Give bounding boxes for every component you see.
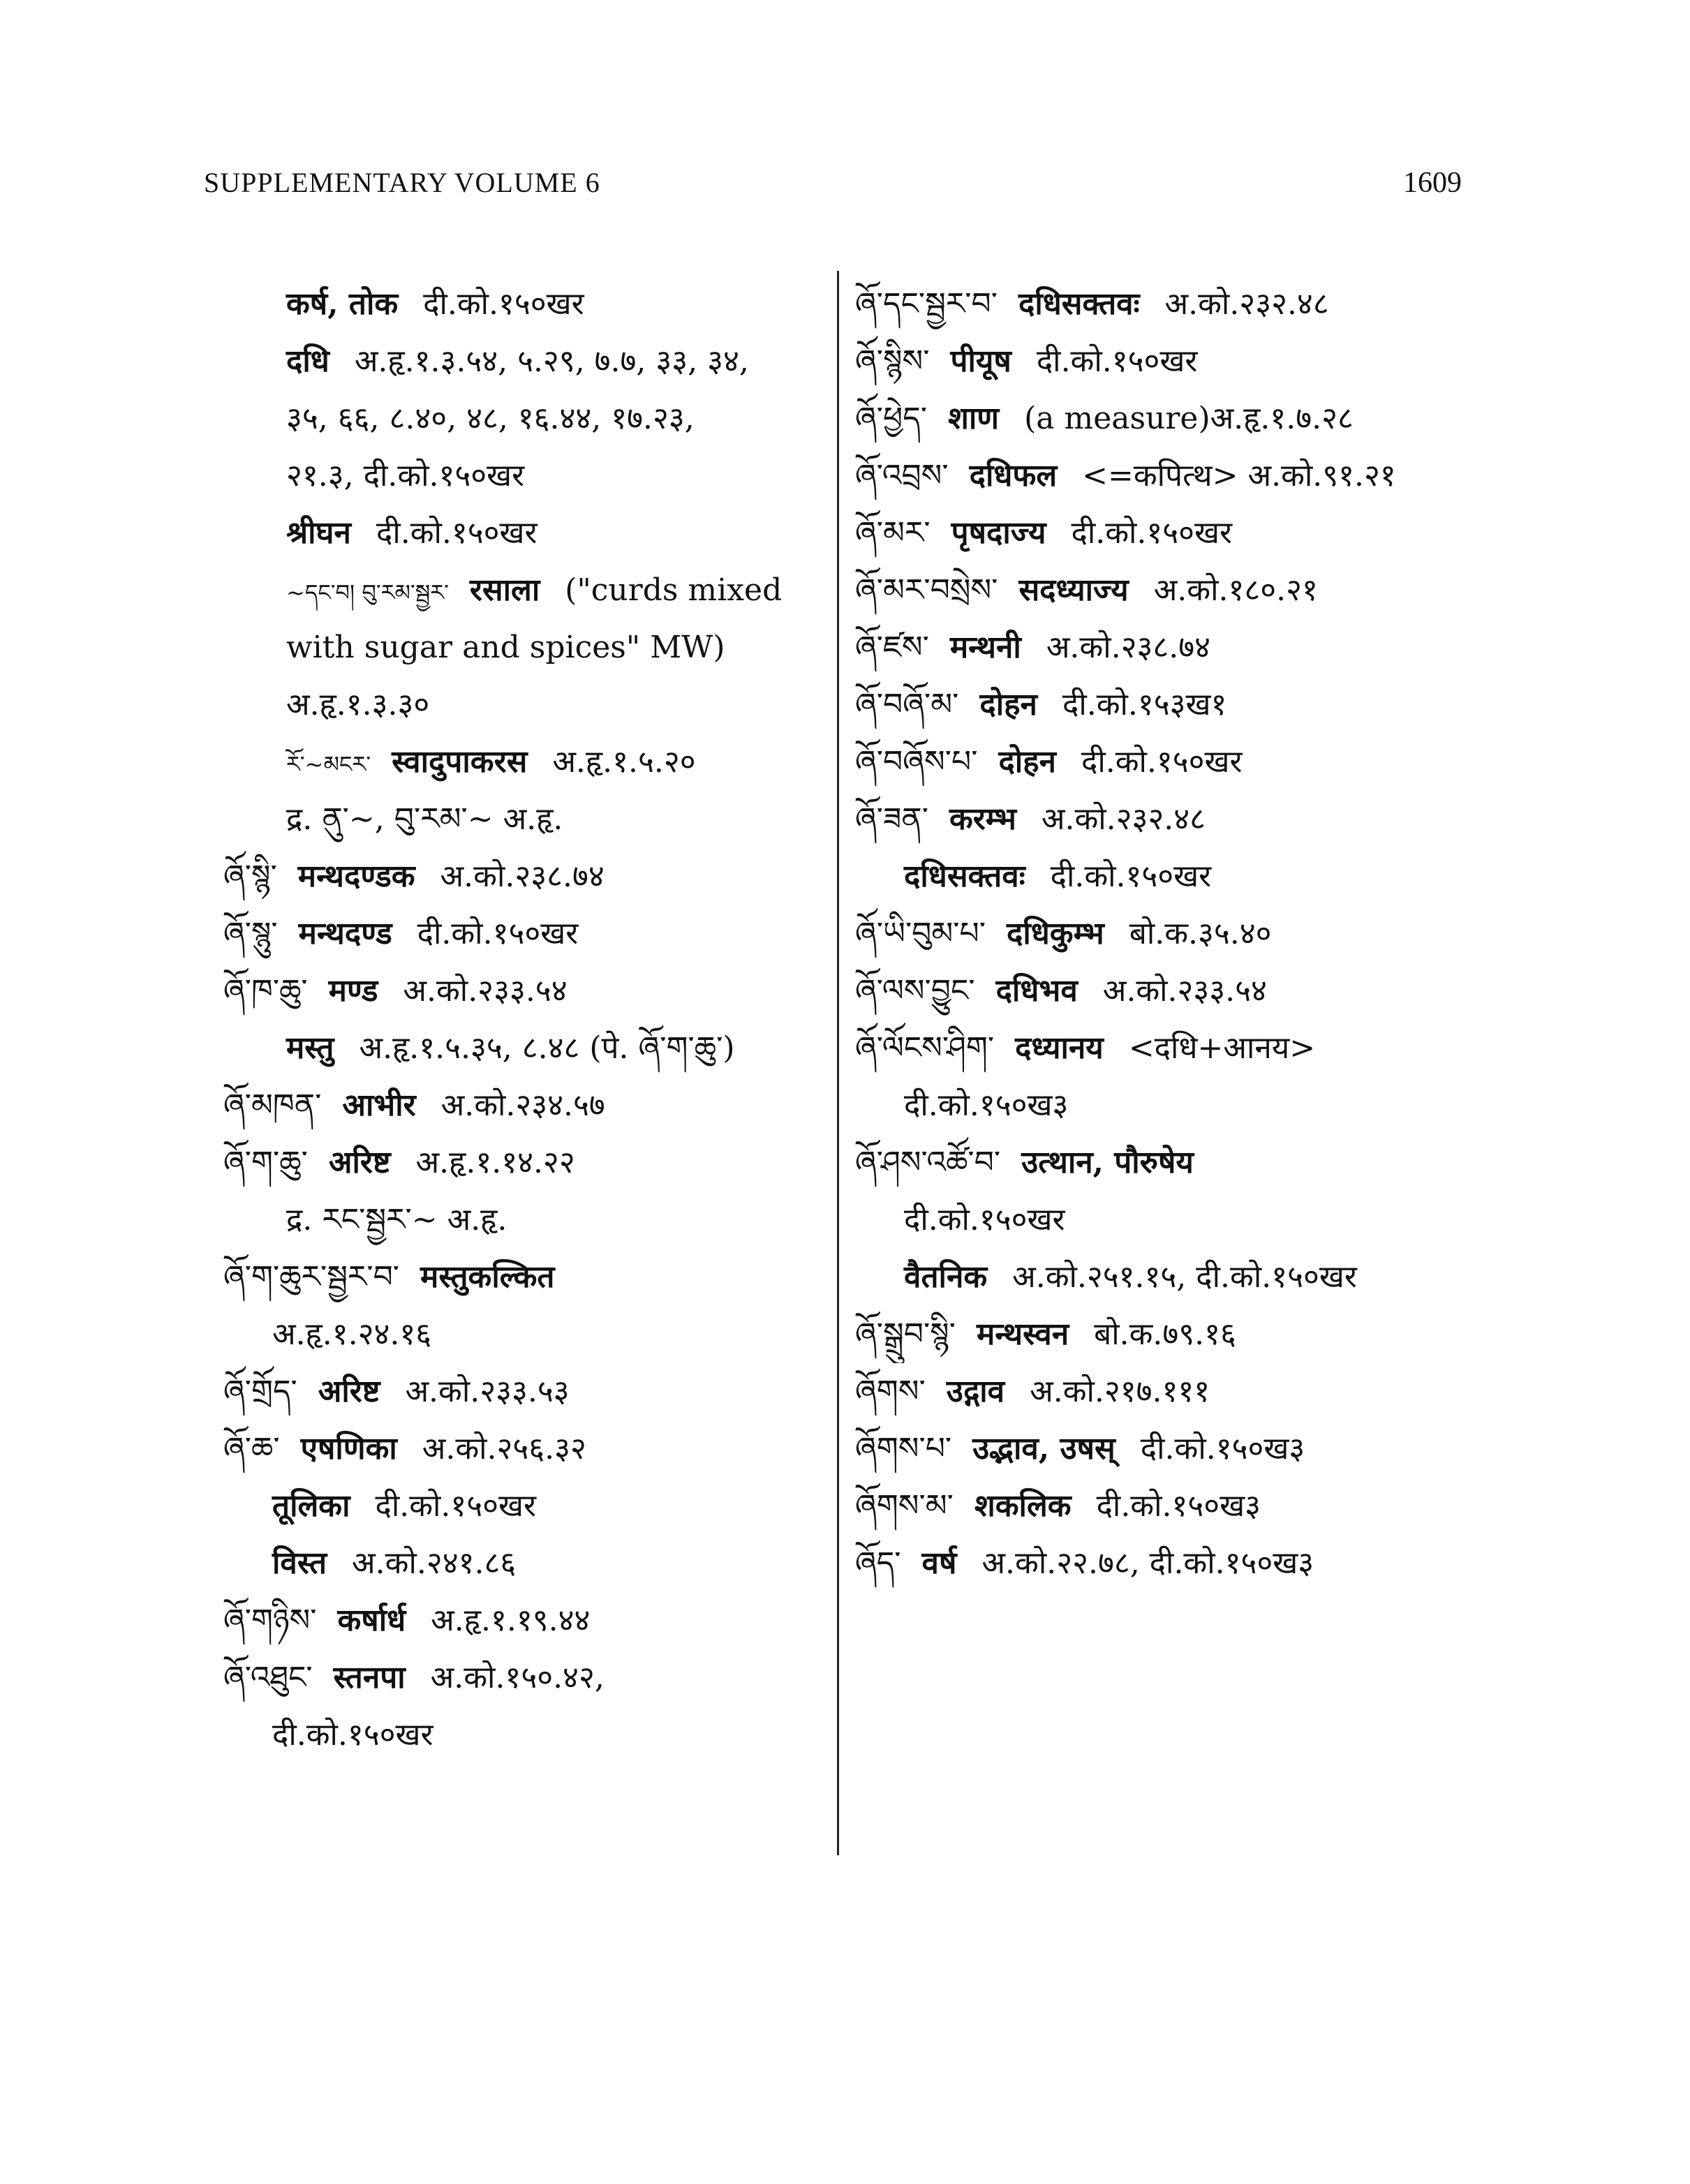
reference-text: with sugar and spices" MW) — [286, 630, 725, 665]
sanskrit-headword: शाण — [947, 401, 1000, 436]
tibetan-term: ཞོད་ — [855, 1545, 901, 1581]
sanskrit-headword: रसाला — [469, 572, 540, 608]
tibetan-term: ཞོ་སྙུ་ — [223, 916, 278, 951]
reference-text: अ.को.२३२.४८ — [1155, 286, 1329, 322]
tibetan-term: ཞོགས་པ་ — [855, 1431, 952, 1466]
sanskrit-headword: मन्थनी — [949, 630, 1021, 665]
dictionary-line — [855, 390, 1469, 447]
reference-text: बो.क.३५.४० — [1119, 916, 1272, 951]
tibetan-term: ཞོ་ཛས་ — [855, 630, 929, 665]
dictionary-line — [855, 1420, 1469, 1478]
dictionary-line — [855, 333, 1469, 390]
dictionary-line — [855, 505, 1469, 562]
reference-text: अ.को.२३८.७४ — [430, 859, 605, 894]
dictionary-line — [223, 1306, 824, 1363]
sanskrit-headword: तूलिका — [272, 1488, 350, 1524]
reference-text: ("curds mixed — [555, 572, 783, 608]
reference-text: दी.को.१५३ख१ — [1052, 687, 1227, 722]
sanskrit-headword: अरिष्ट — [318, 1374, 380, 1409]
sanskrit-headword: वैतनिक — [904, 1259, 988, 1295]
sanskrit-headword: मस्तु — [286, 1030, 334, 1066]
tibetan-term: ཞོ་ག་ཆུར་སྦྱར་བ་ — [223, 1259, 400, 1295]
sanskrit-headword: कर्ष, तोक — [286, 286, 399, 322]
page-number: 1609 — [1403, 167, 1462, 199]
reference-text: दी.को.१५०ख३ — [1130, 1431, 1305, 1466]
reference-text: <=कपित्थ> अ.को.९१.२१ — [1072, 458, 1396, 493]
dictionary-line — [223, 1134, 824, 1191]
reference-text: अ.हृ.१.१९.४४ — [421, 1603, 591, 1638]
dictionary-line — [223, 1707, 824, 1764]
sanskrit-headword: उत्थान, पौरुषेय — [1021, 1145, 1194, 1180]
dictionary-line — [223, 1020, 824, 1077]
sanskrit-headword: मस्तुकल्कित — [420, 1259, 555, 1295]
sanskrit-headword: कर्षार्ध — [337, 1603, 406, 1638]
dictionary-line — [855, 676, 1469, 734]
sanskrit-headword: स्वादुपाकरस — [392, 744, 528, 780]
sanskrit-headword: उद्गाव — [946, 1374, 1005, 1409]
reference-text: दी.को.१५०खर — [413, 286, 584, 322]
sanskrit-headword: दधिफल — [969, 458, 1058, 493]
reference-text: अ.को.२३३.५४ — [1092, 973, 1267, 1009]
dictionary-line — [855, 791, 1469, 848]
dictionary-line — [855, 1478, 1469, 1535]
sanskrit-headword: पीयूष — [950, 343, 1011, 379]
dictionary-line — [223, 848, 824, 905]
tibetan-term: ཞོ་འབྲས་ — [855, 458, 949, 493]
reference-text: दी.को.१५०खर — [366, 515, 538, 551]
reference-text: दी.को.१५०खर — [407, 916, 579, 951]
tibetan-term: ཞོ་ག་ཆུ་ — [223, 1145, 308, 1180]
dictionary-line — [223, 1191, 824, 1249]
dictionary-line — [223, 734, 824, 791]
dictionary-line — [855, 1134, 1469, 1191]
tibetan-term: ~དང་བ། བུ་རམ་སྦྱར་ — [286, 579, 449, 606]
dictionary-line — [223, 1363, 824, 1420]
dictionary-line — [855, 905, 1469, 963]
tibetan-term: ཞོ་མཁན་ — [223, 1087, 322, 1123]
reference-text: अ.को.२५६.३२ — [412, 1431, 586, 1466]
dictionary-line — [223, 1592, 824, 1649]
sanskrit-headword: मन्थदण्डक — [297, 859, 415, 894]
reference-text: अ.हृ.१.२४.१६ — [272, 1316, 432, 1352]
reference-text: अ.को.२४१.८६ — [342, 1545, 517, 1581]
reference-text: अ.हृ.१.५.२० — [542, 744, 696, 780]
dictionary-line — [855, 1306, 1469, 1363]
tibetan-term: ཞོ་ལོངས་ཤིག་ — [855, 1030, 995, 1066]
reference-text: अ.को.२३८.७४ — [1036, 630, 1210, 665]
reference-text: अ.को.२३२.४८ — [1031, 801, 1206, 837]
dictionary-line — [855, 1535, 1469, 1592]
dictionary-line — [855, 734, 1469, 791]
sanskrit-headword: दधि — [286, 343, 329, 379]
reference-text: दी.को.१५०खर — [1026, 343, 1198, 379]
sanskrit-headword: दोहन — [998, 744, 1056, 780]
dictionary-line — [855, 619, 1469, 676]
reference-text: अ.को.१५०.४२, — [420, 1660, 605, 1695]
dictionary-line — [223, 1249, 824, 1306]
tibetan-term: ཞོ་སྒྲུབ་སྙི་ — [855, 1316, 956, 1352]
tibetan-term: ཞོ་ཡི་བུམ་པ་ — [855, 916, 986, 951]
reference-text: द्र. ནུ་~, བུ་རམ་~ अ.हृ. — [286, 801, 563, 837]
tibetan-term: ཞོ་མར་ — [855, 515, 931, 551]
reference-text: अ.हृ.१.३.५४, ५.२९, ७.७, ३३, ३४, — [344, 343, 749, 379]
dictionary-line — [223, 791, 824, 848]
reference-text: दी.को.१५०खर — [365, 1488, 537, 1524]
tibetan-term: ཞོ་བཞོས་པ་ — [855, 744, 978, 780]
reference-text: अ.को.२५१.१५, दी.को.१५०खर — [1002, 1259, 1357, 1295]
reference-text: द्र. རང་སྦྱར་~ अ.हृ. — [286, 1202, 507, 1238]
dictionary-line — [855, 1077, 1469, 1134]
sanskrit-headword: दधिकुम्भ — [1006, 916, 1104, 951]
reference-text: दी.को.१५०खर — [1061, 515, 1233, 551]
reference-text: अ.को.२३३.५३ — [395, 1374, 570, 1409]
tibetan-term: ཞོ་མར་བསྲེས་ — [855, 572, 998, 608]
dictionary-line — [855, 447, 1469, 505]
dictionary-line — [223, 276, 824, 333]
sanskrit-headword: श्रीघन — [286, 515, 351, 551]
reference-text: दी.को.१५०ख३ — [904, 1087, 1069, 1123]
reference-text: अ.को.२३४.५७ — [431, 1087, 605, 1123]
reference-text: दी.को.१५०खर — [272, 1717, 433, 1753]
sanskrit-headword: स्तनपा — [333, 1660, 406, 1695]
sanskrit-headword: करम्भ — [949, 801, 1016, 837]
tibetan-term: ཞོ་བཞོ་མ་ — [855, 687, 959, 722]
tibetan-term: ཞོགས་ — [855, 1374, 926, 1409]
tibetan-term: ཞོ་ཁ་ཆུ་ — [223, 973, 308, 1009]
tibetan-term: ཞོ་གཉིས་ — [223, 1603, 317, 1638]
sanskrit-headword: शकलिक — [974, 1488, 1072, 1524]
reference-text: ३५, ६६, ८.४०, ४८, १६.४४, १७.२३, — [286, 401, 695, 436]
sanskrit-headword: आभीर — [342, 1087, 416, 1123]
dictionary-line — [223, 619, 824, 676]
reference-text: अ.को.१८०.२१ — [1143, 572, 1318, 608]
sanskrit-headword: विस्त — [272, 1545, 327, 1581]
dictionary-line — [223, 333, 824, 390]
sanskrit-headword: दधिभव — [995, 973, 1078, 1009]
sanskrit-headword: एषणिका — [300, 1431, 397, 1466]
tibetan-term: ཞོགས་མ་ — [855, 1488, 954, 1524]
tibetan-term: ཞོ་ཕྱེད་ — [855, 401, 927, 436]
reference-text: अ.को.२२.७८, दी.को.१५०ख३ — [972, 1545, 1314, 1581]
dictionary-line — [855, 1020, 1469, 1077]
reference-text: दी.को.१५०खर — [1071, 744, 1243, 780]
sanskrit-headword: दधिसक्तवः — [904, 859, 1025, 894]
reference-text: बो.क.७९.१६ — [1084, 1316, 1236, 1352]
right-column — [855, 276, 1469, 1592]
dictionary-line — [223, 505, 824, 562]
reference-text: <दधि+आनय> — [1118, 1030, 1316, 1066]
dictionary-line — [855, 963, 1469, 1020]
dictionary-line — [223, 676, 824, 734]
tibetan-term: ཞོ་དང་སྦྱར་བ་ — [855, 286, 998, 322]
reference-text: अ.को.२३३.५४ — [393, 973, 568, 1009]
tibetan-term: ཞོ་འཐུང་ — [223, 1660, 313, 1695]
dictionary-line — [855, 848, 1469, 905]
dictionary-line — [223, 963, 824, 1020]
dictionary-line — [223, 1478, 824, 1535]
reference-text: (a measure)अ.हृ.१.७.२८ — [1014, 401, 1354, 436]
tibetan-term: ཞོ་ཤས་འཚོ་བ་ — [855, 1145, 1001, 1180]
sanskrit-headword: मन्थस्वन — [976, 1316, 1069, 1352]
sanskrit-headword: दध्यानय — [1015, 1030, 1104, 1066]
tibetan-term: ཞོ་ཆ་ — [223, 1431, 280, 1466]
sanskrit-headword: अरिष्ट — [328, 1145, 391, 1180]
dictionary-line — [855, 1363, 1469, 1420]
tibetan-term: ཞོ་ལས་བྱུང་ — [855, 973, 975, 1009]
tibetan-term: ཞོ་གྲོད་ — [223, 1374, 297, 1409]
column-divider — [837, 271, 839, 1855]
running-head: SUPPLEMENTARY VOLUME 6 — [204, 167, 600, 198]
dictionary-line — [855, 276, 1469, 333]
dictionary-line — [223, 390, 824, 447]
dictionary-line — [223, 447, 824, 505]
tibetan-term: ཞོ་ཟན་ — [855, 801, 928, 837]
left-column — [223, 276, 824, 1764]
reference-text: दी.को.१५०ख३ — [1086, 1488, 1261, 1524]
dictionary-line — [223, 1535, 824, 1592]
sanskrit-headword: वर्ष — [921, 1545, 957, 1581]
dictionary-line — [223, 1420, 824, 1478]
dictionary-line — [223, 1077, 824, 1134]
sanskrit-headword: दधिसक्तवः — [1018, 286, 1140, 322]
sanskrit-headword: सदध्याज्य — [1018, 572, 1129, 608]
sanskrit-headword: उद्भाव, उषस् — [972, 1431, 1115, 1466]
sanskrit-headword: पृषदाज्य — [951, 515, 1046, 551]
reference-text: २१.३, दी.को.१५०खर — [286, 458, 525, 493]
dictionary-line — [855, 1249, 1469, 1306]
reference-text: अ.हृ.१.५.३५, ८.४८ (पे. ཞོ་ག་ཆུ་) — [349, 1030, 735, 1066]
dictionary-line — [223, 905, 824, 963]
sanskrit-headword: दोहन — [979, 687, 1037, 722]
dictionary-line — [855, 1191, 1469, 1249]
sanskrit-headword: मन्थदण्ड — [298, 916, 392, 951]
tibetan-term: ཞོ་སྙི་ — [223, 859, 277, 894]
dictionary-line — [855, 562, 1469, 619]
sanskrit-headword: मण्ड — [328, 973, 378, 1009]
reference-text: अ.हृ.१.३.३० — [286, 687, 430, 722]
reference-text: अ.को.२१७.१११ — [1020, 1374, 1210, 1409]
tibetan-term: རོ་~མངར་ — [286, 751, 371, 778]
reference-text: दी.को.१५०खर — [1040, 859, 1212, 894]
tibetan-term: ཞོ་སྙིས་ — [855, 343, 930, 379]
reference-text: अ.हृ.१.१४.२२ — [406, 1145, 575, 1180]
reference-text: दी.को.१५०खर — [904, 1202, 1065, 1238]
dictionary-line — [223, 562, 824, 619]
dictionary-line — [223, 1649, 824, 1707]
